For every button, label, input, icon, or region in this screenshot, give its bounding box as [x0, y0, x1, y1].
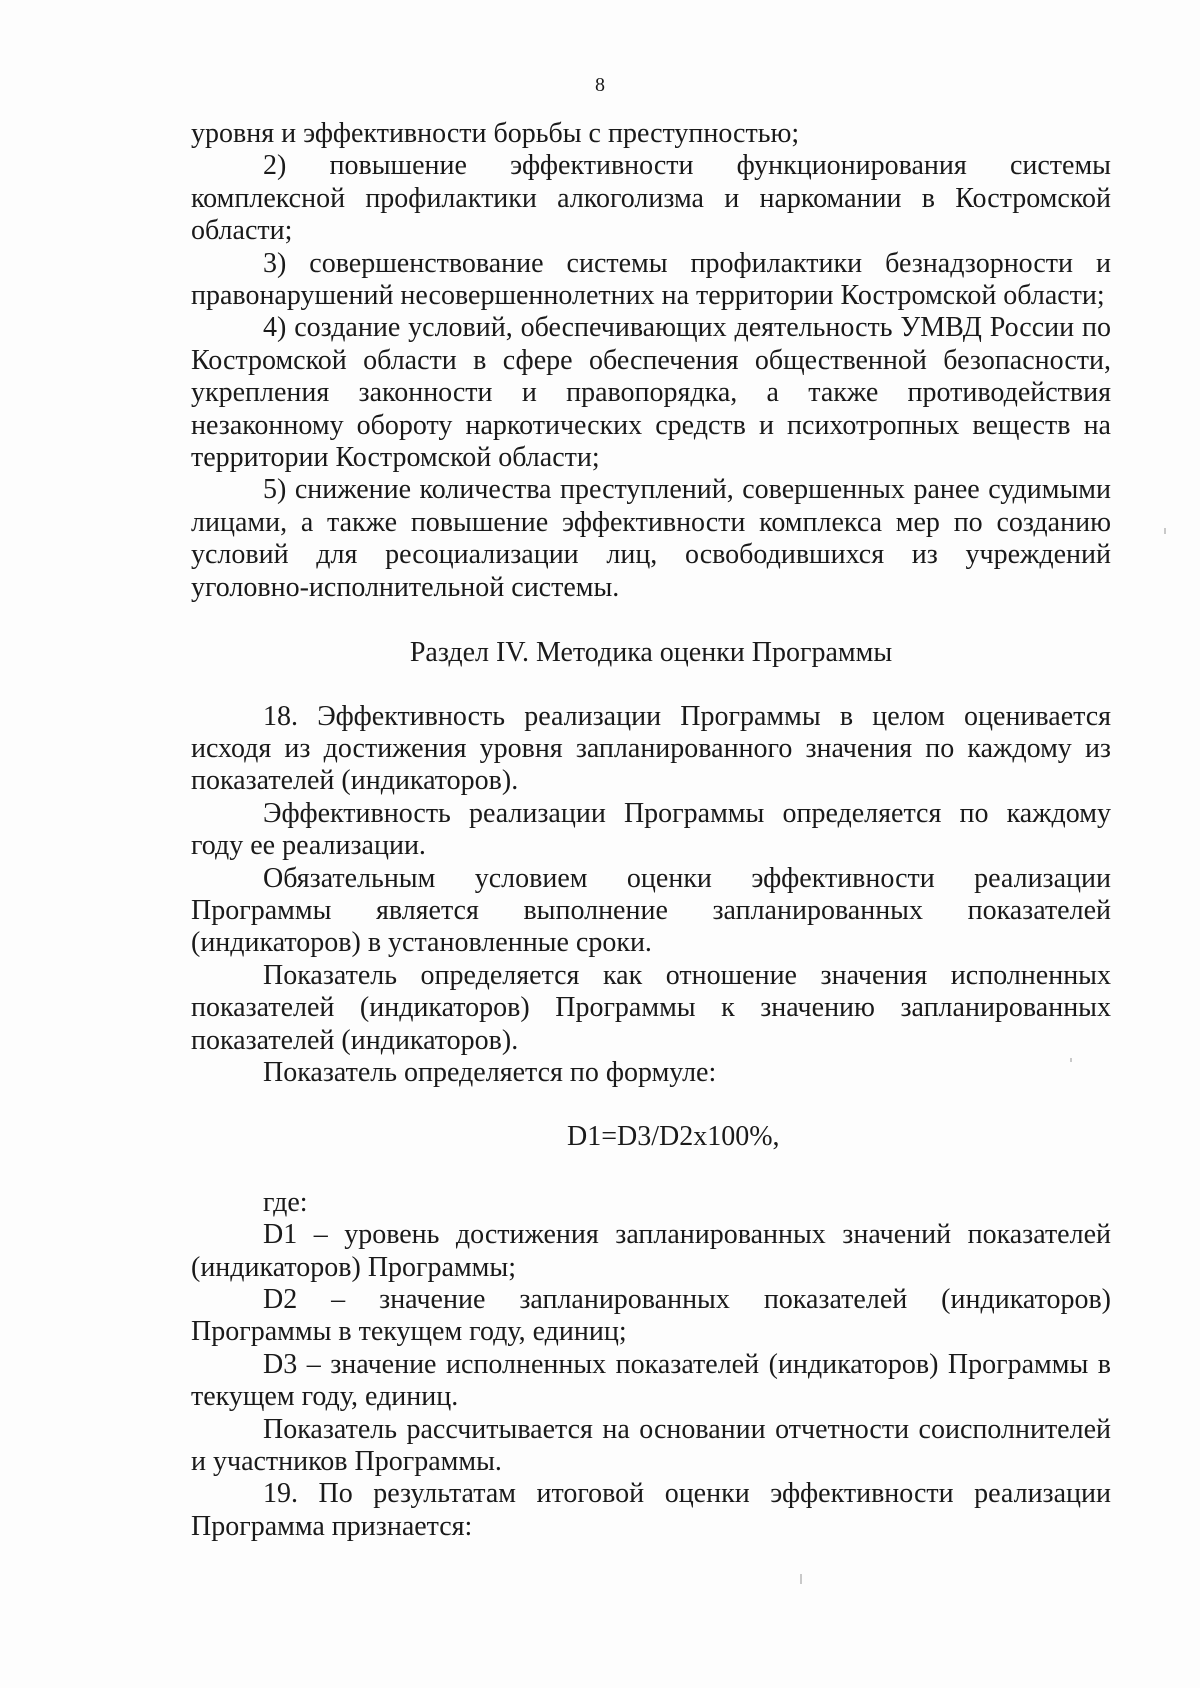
scan-speck — [800, 1574, 802, 1584]
list-item-3: 3) совершенствование системы профилактики безнадзорности и правонарушений несовершеннолетних на территории Костромской области; — [191, 247, 1111, 312]
definition-d3: D3 – значение исполненных показателей (индикаторов) Программы в текущем году, единиц. — [191, 1348, 1111, 1413]
paragraph-continuation: уровня и эффективности борьбы с преступностью; — [191, 118, 800, 149]
section-heading: Раздел IV. Методика оценки Программы — [409, 637, 893, 669]
where-label: где: — [263, 1186, 308, 1218]
paragraph-basis: Показатель рассчитывается на основании отчетности соисполнителей и участников Программы. — [191, 1413, 1111, 1478]
paragraph-formula-intro: Показатель определяется по формуле: — [263, 1056, 717, 1088]
page-number: 8 — [595, 74, 605, 96]
paragraph-19: 19. По результатам итоговой оценки эффективности реализации Программа признается: — [191, 1478, 1111, 1542]
list-item-4: 4) создание условий, обеспечивающих деятельность УМВД России по Костромской области в сфере обеспечения общественной безопасности, укрепления законности и правопорядка, а также противодействия незаконному обороту наркотических средств и психотропных веществ на территории Костромской области; — [191, 312, 1111, 474]
list-item-5: 5) снижение количества преступлений, совершенных ранее судимыми лицами, а также повышение эффективности комплекса мер по созданию условий для ресоциализации лиц, освободившихся из учреждений уголовно-исполнительной системы. — [191, 474, 1111, 603]
page-content — [191, 118, 1111, 1543]
scan-speck — [1164, 528, 1166, 534]
paragraph-18: 18. Эффективность реализации Программы в целом оценивается исходя из достижения уровня запланированного значения по каждому из показателей (индикаторов). — [191, 700, 1111, 797]
paragraph-condition: Обязательным условием оценки эффективности реализации Программы является выполнение запланированных показателей (индикаторов) в установленные сроки. — [191, 862, 1111, 959]
definition-d1: D1 – уровень достижения запланированных значений показателей (индикаторов) Программы; — [191, 1219, 1111, 1283]
formula: D1=D3/D2x100%, — [567, 1121, 780, 1153]
paragraph-ratio: Показатель определяется как отношение значения исполненных показателей (индикаторов) Программы к значению запланированных показателей (индикаторов). — [191, 959, 1111, 1056]
list-item-2: 2) повышение эффективности функционирования системы комплексной профилактики алкоголизма и наркомании в Костромской области; — [191, 150, 1111, 247]
definition-d2: D2 – значение запланированных показателей (индикаторов) Программы в текущем году, единиц; — [191, 1284, 1111, 1348]
paragraph-yearly: Эффективность реализации Программы определяется по каждому году ее реализации. — [191, 797, 1111, 862]
scan-speck — [1070, 1058, 1072, 1062]
